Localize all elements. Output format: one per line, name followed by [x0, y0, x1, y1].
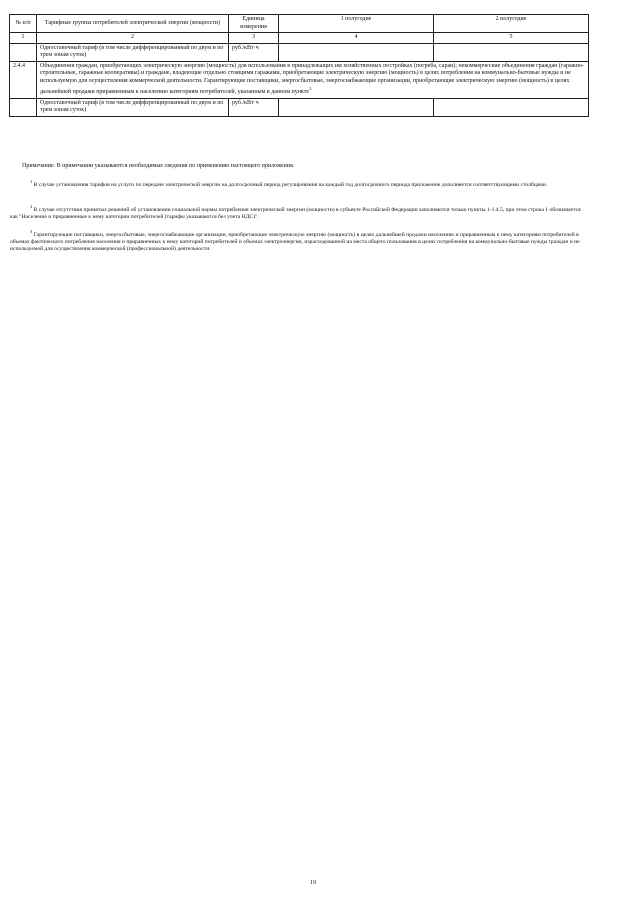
category-text: Объединения граждан, приобретающих электрическую энергию (мощность) для использования в принадлежащих им хозяйственных постройках (погреба, сараи); некоммерческие объединения граждан (гаражно-строительные, гаражные кооперативы) и граждане, владеющие отдельно стоящими гаражами, приобретающие электрическую энергию (мощность) в целях потребления на коммунально-бытовые нужды и не используемую для осуществления коммерческой деятельности. Гарантирующие поставщики, энергосбытовые, энергоснабжающие организации, приобретающие электрическую энергию (мощность) в целях дальнейшей продажи приравненным к населению категориям потребителей, указанным в данном пункте — [40, 62, 585, 95]
header-unit: Единица измерения — [229, 15, 279, 33]
column-number-row — [10, 33, 589, 44]
row-num — [10, 43, 37, 61]
footnote-text: В случае отсутствия принятых решений об установлении социальной нормы потребления электрической энергии (мощности) в субъекте Российской Федерации заполняются только пункты 1-1.4.5, при этом строка 1 обозначается как "Население и приравненные к нему категории потребителей (тарифы указываются без учета НДС)". — [10, 207, 581, 221]
footnote-mark: 3 — [309, 86, 312, 91]
footnote-1 — [10, 179, 584, 189]
row-unit: руб./кВт·ч — [229, 98, 279, 116]
footnote-mark: 3 — [30, 229, 33, 235]
table-row — [10, 98, 589, 116]
row-half2-value — [434, 43, 589, 61]
footnote-mark: 1 — [30, 179, 33, 185]
footnote-text: В случае установления тарифов на услуги по передаче электрической энергии на долгосрочный период регулирования на каждый год долгосрочного периода приложение дополняется соответствующими столбцами. — [33, 182, 548, 188]
note-text: Примечание. В примечании указываются необходимые сведения по применению настоящего приложения. — [22, 163, 295, 169]
row-description: Одноставочный тариф (в том числе дифференцированный по двум и по трем зонам суток) — [37, 43, 229, 61]
row-category-description — [37, 61, 589, 98]
footnote-3 — [10, 229, 584, 254]
col-number: 2 — [37, 33, 229, 44]
footnote-2 — [10, 204, 584, 221]
header-half1: 1 полугодие — [279, 15, 434, 33]
footnote-text: Гарантирующие поставщики, энергосбытовые, энергоснабжающие организации, приобретающие электрическую энергию (мощность) в целях дальнейшей продажи населению и приравненным к нему категориям потребителей в объемах фактического потребления населения и приравненных к нему категорий потребителей и объемах электроэнергии, израсходованной на места общего пользования в целях потребления на коммунально-бытовые нужды граждан и не используемой для осуществления коммерческой (профессиональной) деятельности. — [10, 232, 580, 253]
row-half1-value — [279, 43, 434, 61]
footnote-mark: 2 — [30, 204, 33, 210]
table-row — [10, 61, 589, 98]
row-num — [10, 98, 37, 116]
col-number: 5 — [434, 33, 589, 44]
table-header-row — [10, 15, 589, 33]
col-number: 1 — [10, 33, 37, 44]
col-number: 4 — [279, 33, 434, 44]
header-groups: Тарифные группы потребителей электрической энергии (мощности) — [37, 15, 229, 33]
col-number: 3 — [229, 33, 279, 44]
row-unit: руб./кВт·ч — [229, 43, 279, 61]
row-description: Одноставочный тариф (в том числе дифференцированный по двум и по трем зонам суток) — [37, 98, 229, 116]
row-half2-value — [434, 98, 589, 116]
header-half2: 2 полугодие — [434, 15, 589, 33]
header-num: № п/п — [10, 15, 37, 33]
page-number: 19 — [310, 880, 316, 886]
row-num: 2.4.4 — [10, 61, 37, 98]
row-half1-value — [279, 98, 434, 116]
tariff-table — [9, 14, 589, 117]
table-row — [10, 43, 589, 61]
